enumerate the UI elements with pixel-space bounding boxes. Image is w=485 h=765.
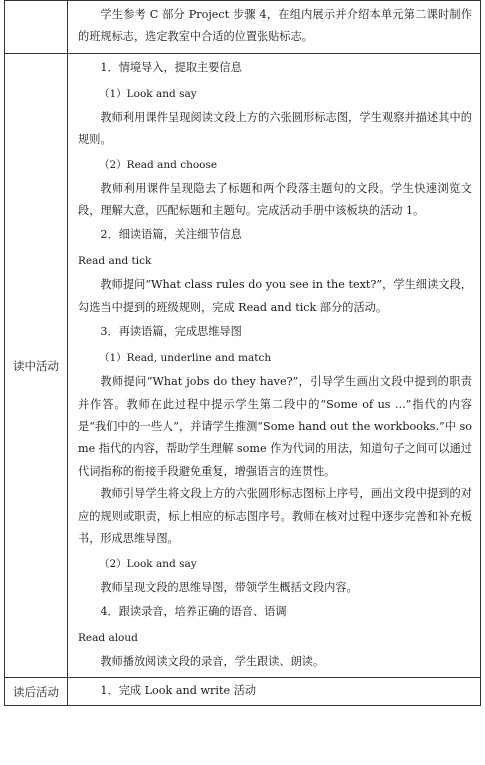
row-label-cell	[5, 678, 68, 706]
sub-heading: （1）Look and say	[99, 87, 197, 100]
section-heading: 3．再读语篇，完成思维导图	[100, 325, 242, 339]
sub-heading: （2）Read and choose	[99, 158, 218, 171]
row-content-cell	[68, 678, 481, 706]
sub-heading: Read aloud	[78, 631, 138, 644]
row-content-cell	[68, 1, 481, 54]
sub-heading: Read and tick	[78, 255, 152, 268]
paragraph: 教师提问“What jobs do they have?”，引导学生画出文段中提到的职责并作答。教师在此过程中提示学生第二段中的“Some of us ...”指代的内容是“我们中的一些人”，并请学生推测“Some hand out the workbooks.”中 some 指代的内容，帮助学生理解 some 作为代词的用法，知道句子之间可以通过代词指称的衔接手段避免重复，增强语言的连贯性。	[78, 375, 472, 478]
section-heading: 4．跟读录音，培养正确的语音、语调	[100, 604, 287, 618]
paragraph: 学生参考 C 部分 Project 步骤 4，在组内展示并介绍本单元第二课时制作的班规标志，选定教室中合适的位置张贴标志。	[78, 8, 472, 44]
paragraph: 教师引导学生将文段上方的六张圆形标志图标上序号，画出文段中提到的对应的规则或职责，标上相应的标志图序号。教师在核对过程中逐步完善和补充板书，形成思维导图。	[78, 487, 472, 546]
paragraph: 教师利用课件呈现阅读文段上方的六张圆形标志图，学生观察并描述其中的规则。	[78, 110, 472, 147]
row-label-cell	[5, 53, 68, 678]
table-row	[5, 1, 481, 54]
paragraph: 教师利用课件呈现隐去了标题和两个段落主题句的文段。学生快速浏览文段，理解大意，匹配标题和主题句。完成活动手册中该板块的活动 1。	[78, 181, 472, 218]
table-row	[5, 53, 481, 678]
table-row	[5, 678, 481, 706]
paragraph: 教师提问“What class rules do you see in the text?”，学生细读文段，勾选当中提到的班级规则，完成 Read and tick 部分的活动。	[78, 278, 472, 314]
paragraph: 教师播放阅读文段的录音，学生跟读、朗读。	[100, 654, 325, 668]
paragraph: 教师呈现文段的思维导图，带领学生概括文段内容。	[100, 580, 358, 594]
section-heading: 1．情境导入，提取主要信息	[100, 60, 242, 74]
sub-heading: （2）Look and say	[99, 557, 197, 570]
lesson-plan-table	[4, 0, 481, 706]
section-heading: 2．细读语篇，关注细节信息	[100, 228, 242, 242]
sub-heading: （1）Read, underline and match	[99, 352, 272, 365]
row-label-cell	[5, 1, 68, 54]
row-content-cell	[68, 53, 481, 678]
section-heading: 1．完成 Look and write 活动	[100, 684, 257, 698]
row-label: 读后活动	[13, 684, 59, 699]
row-label: 读中活动	[13, 358, 59, 373]
